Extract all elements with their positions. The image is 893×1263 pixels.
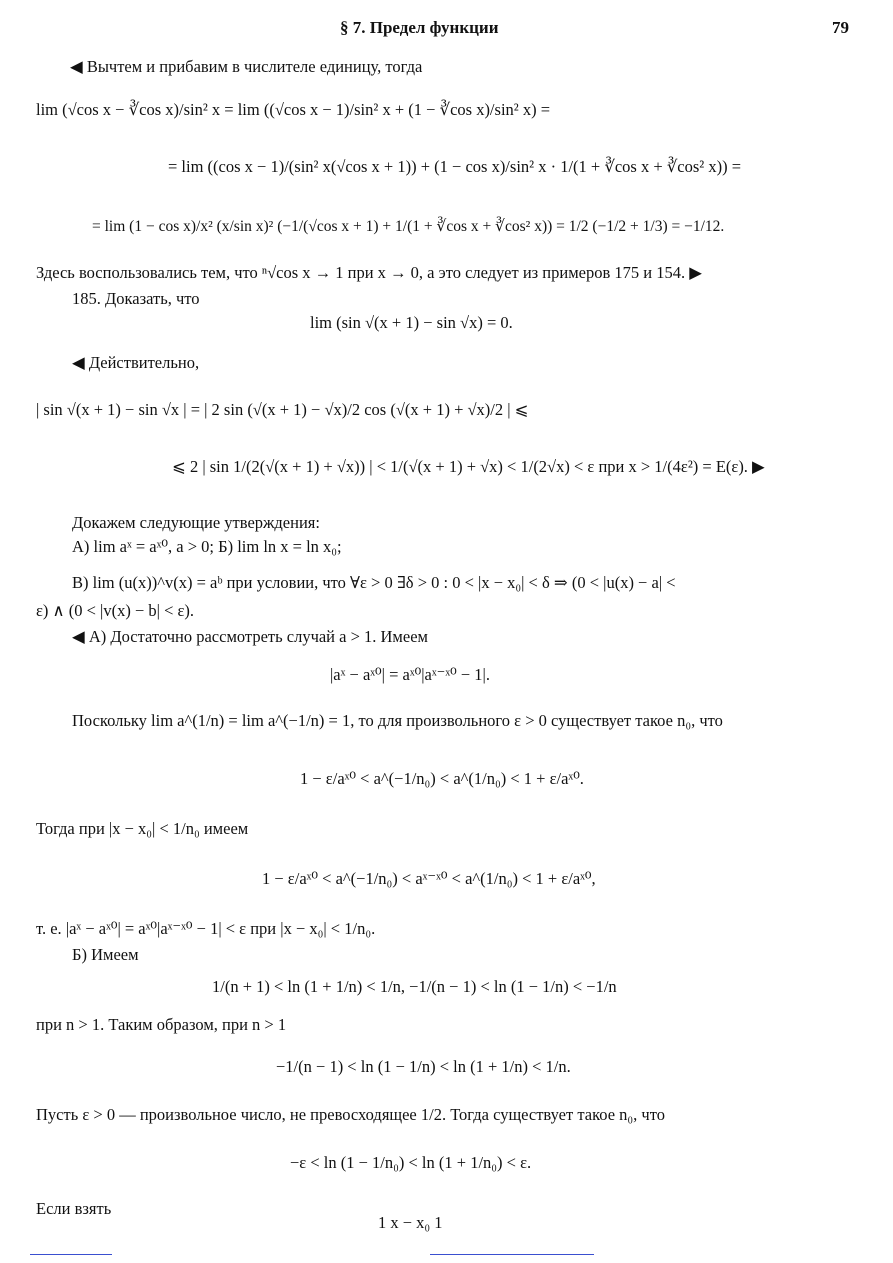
text-line-let-eps: Пусть ε > 0 — произвольное число, не превосходящее 1/2. Тогда существует такое n₀, что <box>36 1105 665 1124</box>
equation-problem-185: lim (sin √(x + 1) − sin √x) = 0. <box>310 313 513 332</box>
problem-185-statement: 185. Доказать, что <box>72 289 200 308</box>
equation-line-5: ⩽ 2 | sin 1/(2(√(x + 1) + √x)) | < 1/(√(x + 1) + √x) < 1/(2√x) < ε при x > 1/(4ε²) = E(ε). ▶ <box>172 457 765 476</box>
equation-line-2: = lim ((cos x − 1)/(sin² x(√cos x + 1)) + (1 − cos x)/sin² x · 1/(1 + ∛cos x + ∛cos² x)) = <box>168 157 742 176</box>
equation-line-6: |aˣ − aˣ⁰| = aˣ⁰|aˣ⁻ˣ⁰ − 1|. <box>330 665 490 684</box>
equation-line-1: lim (√cos x − ∛cos x)/sin² x = lim ((√cos x − 1)/sin² x + (1 − ∛cos x)/sin² x) = <box>36 100 551 119</box>
text-line-if-take: Если взять <box>36 1199 112 1218</box>
text-line-explanation: Здесь воспользовались тем, что ⁿ√cos x → 1 при x → 0, а это следует из примеров 175 и 154. ▶ <box>36 263 702 282</box>
claim-c: В) lim (u(x))^v(x) = aᵇ при условии, что ∀ε > 0 ∃δ > 0 : 0 < |x − x₀| < δ ⇒ (0 < |u(x) − a| < <box>72 573 676 592</box>
equation-line-10: −1/(n − 1) < ln (1 − 1/n) < ln (1 + 1/n) < 1/n. <box>276 1057 571 1076</box>
equation-line-12-partial: 1 x − x₀ 1 <box>378 1213 443 1232</box>
text-line-indeed: ◀ Действительно, <box>72 353 200 372</box>
text-line-since: Поскольку lim a^(1/n) = lim a^(−1/n) = 1, то для произвольного ε > 0 существует такое n₀, что <box>72 711 723 730</box>
proof-a-start: ◀ А) Достаточно рассмотреть случай a > 1. Имеем <box>72 627 428 646</box>
equation-line-9: 1/(n + 1) < ln (1 + 1/n) < 1/n, −1/(n − 1) < ln (1 − 1/n) < −1/n <box>212 977 617 996</box>
text-line-then: Тогда при |x − x₀| < 1/n₀ имеем <box>36 819 249 838</box>
equation-line-8: 1 − ε/aˣ⁰ < a^(−1/n₀) < aˣ⁻ˣ⁰ < a^(1/n₀) < 1 + ε/aˣ⁰, <box>262 869 596 888</box>
claim-c-continued: ε) ∧ (0 < |v(x) − b| < ε). <box>36 601 195 620</box>
footer-link-rule-right <box>430 1254 594 1255</box>
proof-b-start: Б) Имеем <box>72 945 139 964</box>
equation-line-4: | sin √(x + 1) − sin √x | = | 2 sin (√(x + 1) − √x)/2 cos (√(x + 1) + √x)/2 | ⩽ <box>36 400 529 419</box>
text-line-intro: ◀ Вычтем и прибавим в числителе единицу, тогда <box>70 57 423 76</box>
equation-line-11: −ε < ln (1 − 1/n₀) < ln (1 + 1/n₀) < ε. <box>290 1153 532 1172</box>
page-number: 79 <box>832 18 849 37</box>
claim-a-b: А) lim aˣ = aˣ⁰, a > 0; Б) lim ln x = ln x₀; <box>72 537 342 556</box>
equation-line-3: = lim (1 − cos x)/x² (x/sin x)² (−1/(√cos x + 1) + 1/(1 + ∛cos x + ∛cos² x)) = 1/2 (−1/2 + 1/3) = −1/12. <box>92 218 725 235</box>
text-line-ie: т. е. |aˣ − aˣ⁰| = aˣ⁰|aˣ⁻ˣ⁰ − 1| < ε при |x − x₀| < 1/n₀. <box>36 919 376 938</box>
footer-link-rule-left <box>30 1254 112 1255</box>
equation-line-7: 1 − ε/aˣ⁰ < a^(−1/n₀) < a^(1/n₀) < 1 + ε/aˣ⁰. <box>300 769 584 788</box>
text-line-for-n: при n > 1. Таким образом, при n > 1 <box>36 1015 287 1034</box>
page-header <box>0 18 893 40</box>
section-title: § 7. Предел функции <box>340 18 499 37</box>
text-line-claims: Докажем следующие утверждения: <box>72 513 320 532</box>
